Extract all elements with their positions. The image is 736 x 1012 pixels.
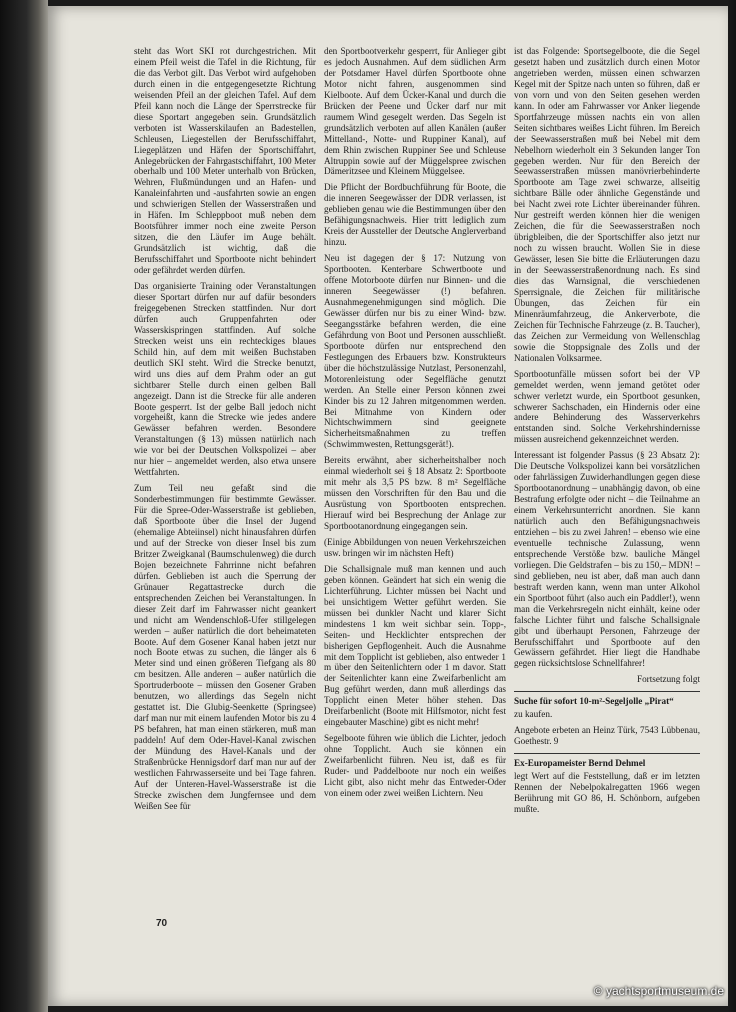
page-number: 70 — [156, 918, 168, 929]
paragraph: den Sportbootverkehr gesperrt, für Anlieger gibt es jedoch Ausnahmen. Auf dem südlichen Arm der Potsdamer Havel dürfen Sportboote ohne Motor nicht fahren, ausgenommen sind Kielboote. Auf dem Ücker-Kanal und durch die Brücken der Peene und Ücker darf nur mit raumem Wind gesegelt werden. Das Segeln ist grundsätzlich verboten auf allen Kanälen (außer Mittelland-, Notte- und Ruppiner Kanal), auf dem Rhin zwischen Ruppiner See und Schleuse Altruppin sowie auf der Müggelspree zwischen Dämeritzsee und Kleinem Müggelsee. — [324, 46, 506, 177]
ad-line: Angebote erbeten an Heinz Türk, 7543 Lübbenau, Goethestr. 9 — [514, 725, 700, 747]
paragraph: Neu ist dagegen der § 17: Nutzung von Sportbooten. Kenterbare Schwertboote und offene Motorboote dürfen nur Binnen- und die inneren Seegewässer (!) befahren. Ausnahmegenehmigungen sind möglich. Die Gewässer dürfen nur bis zu einer Wind- bzw. Seegangsstärke befahren werden, die eine Gefährdung von Boot und Personen ausschließt. Sportboote dürfen nur entsprechend den Festlegungen des Erbauers bzw. Konstrukteurs über die höchstzulässige Nutzlast, Personenzahl, Motorenleistung oder Segelfläche genutzt werden. An Stelle einer Person können zwei Kinder bis zu 12 Jahren mitgenommen werden. Bei Mitnahme von Kindern oder Nichtschwimmern sind geeignete Sicherheitsmaßnahmen zu treffen (Schwimmwesten, Rettungsgerät!). — [324, 253, 506, 450]
continued-note: Fortsetzung folgt — [636, 674, 700, 685]
paragraph: ist das Folgende: Sportsegelboote, die die Segel gesetzt haben und zusätzlich durch einen Motor angetrieben werden, müssen einen schwarzen Kegel mit der Spitze nach unten so führen, daß er von vorn und von den Seiten gesehen werden kann. In oder am Fahrwasser vor Anker liegende Sportfahrzeuge müssen nachts ein von allen Seiten sichtbares weißes Licht führen. Im Bereich der Seewasserstraßen muß bei Nebel mit dem Nebelhorn wiederholt ein 3 Sekunden langer Ton gegeben werden. Nur für den Bereich der Seewasserstraßen müssen manövrierbehinderte Sportboote am Tage zwei schwarze, allseitig sichtbare Bälle oder ähnliche Gegenstände und bei Nacht zwei rote Lichter übereinander führen. Nur gestreift werden können hier die wenigen Zeichen, die für die Seewasserstraßen noch übrigbleiben, die der Sportschiffer also jetzt nur noch zu wissen braucht. Wollen Sie in diese Gewässer, lesen Sie bitte die Erläuterungen dazu in der Seewasserstraßenordnung nach. Es sind dies das Warnsignal, die verschiedenen Sperrsignale, die Zeichen für militärische Übungen, das Zeichen für ein Minenräumfahrzeug, die Ankerverbote, die Zeichen für Technische Fahrzeuge (z. B. Taucher), das Zeichen zur Vermeidung von Wellenschlag sowie die Stoppsignale des Zolls und der Nationalen Volksarmee. — [514, 46, 700, 363]
divider — [514, 691, 700, 692]
classified-ad — [514, 696, 700, 747]
page-edge-shadow — [728, 0, 736, 1012]
text-column-2 — [324, 46, 506, 804]
paragraph: Das organisierte Training oder Veranstaltungen dieser Sportart dürfen nur auf dafür besonders freigegebenen Strecken stattfinden. Nur dort dürfen auch Gruppenfahrten oder Wasserskispringen stattfinden. Auf solche Strecken weist uns ein rechteckiges blaues Schild hin, auf dem mit weißen Buchstaben deutlich SKI steht. Wird die Strecke benutzt, wird uns dies auf dem Prahm oder an gut sichtbarer Stelle durch einen gelben Ball angezeigt. Dann ist die Strecke für alle anderen Boote gesperrt. Ist der gelbe Ball jedoch nicht vorgeheißt, kann die Strecke wie jedes andere Gewässer befahren werden. Besondere Veranstaltungen (§ 13) müssen natürlich nach wie vor bei der Deutschen Volkspolizei – aber nur hier – angemeldet werden, also etwa unsere Wettfahrten. — [134, 281, 316, 478]
paragraph: Bereits erwähnt, aber sicherheitshalber noch einmal wiederholt sei § 18 Absatz 2: Sportboote mit mehr als 3,5 PS bzw. 8 m² Segelfläche müssen den Vorschriften für den Bau und die Ausrüstung von Sportbooten entsprechen. Hierauf wird bei Besprechung der Anlage zur Sportbootanordnung eingegangen sein. — [324, 455, 506, 532]
text-column-3 — [514, 46, 700, 820]
paragraph: Segelboote führen wie üblich die Lichter, jedoch ohne Topplicht. Auch sie können ein Zweifarbenlicht führen. Neu ist, daß es für Ruder- und Paddelboote nur noch ein weißes Licht gibt, also nicht mehr das Entweder-Oder von einem oder zwei weißen Lichtern. Neu — [324, 733, 506, 798]
book-binding — [0, 0, 48, 1012]
paragraph: Interessant ist folgender Passus (§ 23 Absatz 2): Die Deutsche Volkspolizei kann bei vorsätzlichen oder fahrlässigen Zuwiderhandlungen gegen diese Sportbootanordnung – unabhängig davon, ob eine Bestrafung erfolgte oder nicht – die Teilnahme an einem Verkehrsunterricht anordnen. Sie kann natürlich auch den Befähigungsnachweis entziehen – bis zu zwei Jahren! – ebenso wie eine eventuelle technische Zulassung, wenn entsprechende Verstöße bzw. bauliche Mängel vorliegen. Die Geldstrafen – bis zu 150,– MDN! – sind geblieben, neu ist aber, daß man auch dann bestraft werden kann, wenn man unter Alkohol ein Sportboot führt (also auch ein Paddler!), wenn man die Verkehrsregeln nicht einhält, keine oder falsche Lichter führt und falsche Schallsignale gibt und überhaupt Personen, Fahrzeuge der Berufsschiffahrt und Sportboote auf den Gewässern gefährdet. Hier liegt die Handhabe gegen rücksichtslose Schnellfahrer! — [514, 450, 700, 669]
ad-title: Suche für sofort 10-m²-Segeljolle „Pirat“ — [514, 696, 674, 707]
paragraph: Die Schallsignale muß man kennen und auch geben können. Geändert hat sich ein wenig die Lichterführung. Lichter müssen bei Nacht und bei unsichtigem Wetter geführt werden. Sie müssen bei dunkler Nacht und klarer Sicht mindestens 1 km weit sichbar sein. Topp-, Seiten- und Hecklichter entsprechen der bisherigen Gepflogenheit. Auch die Ausnahme mit dem Topplicht ist geblieben, also entweder 1 m über den Seitenlichtern oder 1 m davor. Statt der Seitenlichter kann eine Zweifarbenlicht am Bug geführt werden, dann muß allerdings das Topplicht einen Meter höher stehen. Das Dreifarbenlicht (Boote mit Hilfsmotor, nicht fest eingebauter Maschine) gibt es nicht mehr! — [324, 563, 506, 728]
paragraph: Die Pflicht der Bordbuchführung für Boote, die die inneren Seegewässer der DDR verlassen, ist geblieben genau wie die Bestimmungen über den Befähigungsnachweis. Hier tritt lediglich zum Kreis der Aussteller der Deutsche Anglerverband hinzu. — [324, 182, 506, 248]
magazine-page — [48, 6, 728, 1006]
ad-title: Ex-Europameister Bernd Dehmel — [514, 758, 646, 769]
paragraph: Sportbootunfälle müssen sofort bei der VP gemeldet werden, wenn jemand getötet oder schwer verletzt wurde, ein Sportboot gesunken, schwerer Sachschaden, ein Hindernis oder eine andere Behinderung des Wasserverkehrs entstanden sind. Solche Verkehrshindernisse müssen ausreichend gekennzeichnet werden. — [514, 368, 700, 445]
ad-line: zu kaufen. — [514, 709, 553, 720]
paragraph: (Einige Abbildungen von neuen Verkehrszeichen usw. bringen wir im nächsten Heft) — [324, 536, 506, 558]
watermark: © yachtsportmuseum.de — [593, 984, 724, 998]
paragraph: Zum Teil neu gefaßt sind die Sonderbestimmungen für bestimmte Gewässer. Für die Spree-Oder-Wasserstraße ist geblieben, daß Sportboote über die Insel der Jugend (ehemalige Abteiinsel) nicht hinausfahren dürfen und auf der Strecke von dieser Insel bis zum Britzer Zweigkanal (Baumschulenweg) die durch Bojen bezeichnete Fahrrinne nicht befahren dürfen. Geblieben ist auch die Sperrung der Grünauer Regattastrecke durch die entsprechenden Zeichen bei Veranstaltungen. In dieser Zeit darf im Fahrwasser nicht geankert und nicht am Wendenschloß-Ufer stillgelegen werden – außer natürlich die dort beheimateten Boote. Auf dem Gosener Kanal haben jetzt nur noch Boote etwas zu suchen, die länger als 6 Meter sind und einen größeren Tiefgang als 80 cm besitzen. Alle anderen – außer natürlich die Sportruderboote – müssen den Gosener Graben benutzen, wo allerdings das Segeln nicht gestattet ist. Die Glubig-Seenkette (Springsee) darf man nur mit einem laufenden Motor bis zu 4 PS befahren, hat man einen stärkeren, muß man paddeln! Auf dem Oder-Havel-Kanal zwischen der Mündung des Havel-Kanals und der Straßenbrücke Hennigsdorf darf man nur auf der westlichen Fahrwasserseite und bei Tage fahren. Auf der Unteren-Havel-Wasserstraße ist die Strecke zwischen dem Jungfernsee und dem Weißen See für — [134, 483, 316, 811]
paragraph: steht das Wort SKI rot durchgestrichen. Mit einem Pfeil weist die Tafel in die Richtung, für die das Verbot gilt. Das Verbot wird aufgehoben durch einen in die entgegengesetzte Richtung weisenden Pfeil an der gleichen Tafel. Auf dem Pfeil kann noch die Länge der Sperrstrecke für diese Sportart angegeben sein. Grundsätzlich verboten ist Wasserskilaufen an Badestellen, Schleusen, Liegestellen der Berufsschiffahrt, Liegeplätzen und Häfen der Sportschiffahrt, Anlegebrücken der Fahrgastschiffahrt, 100 Meter oberhalb und 100 Meter unterhalb von Brücken, Wehren, Flußmündungen und an Hafen- und Kanaleinfahrten und -ausfahrten sowie an engen und schwierigen Stellen der Wasserstraßen und in Häfen. Im Schleppboot muß neben dem Bootsführer immer noch eine zweite Person sitzen, die den Läufer im Auge behält. Grundsätzlich ist wichtig, daß die Berufsschiffahrt und Sportboote nicht behindert oder gefährdet werden dürfen. — [134, 46, 316, 276]
text-column-1 — [134, 46, 316, 817]
divider — [514, 753, 700, 754]
classified-ad — [514, 758, 700, 815]
ad-line: legt Wert auf die Feststellung, daß er im letzten Rennen der Nebelpokalregatten 1966 wegen Berührung mit GO 86, H. Schönborn, aufgeben mußte. — [514, 771, 700, 814]
